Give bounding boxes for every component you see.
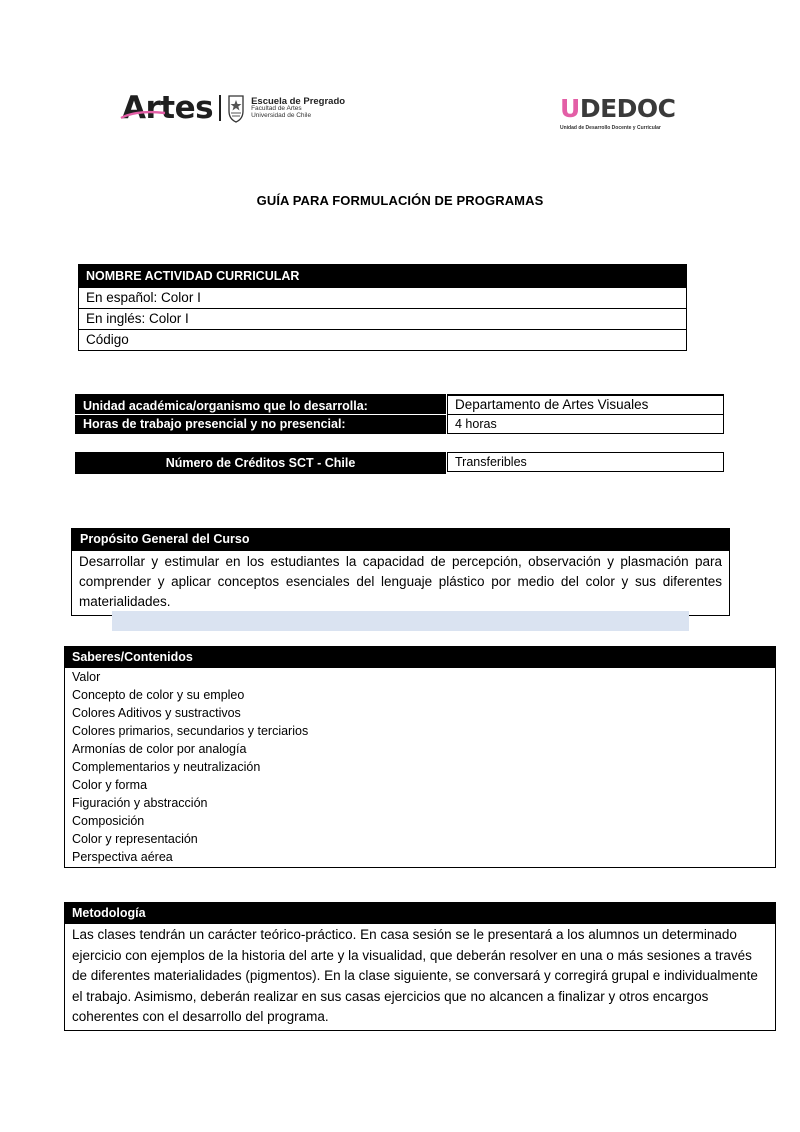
creditos-value: Transferibles [447,452,724,472]
saberes-item: Valor [72,670,101,684]
saberes-item: Color y representación [72,832,198,846]
artes-divider [219,95,221,121]
udedoc-subtitle: Unidad de Desarrollo Docente y Curricular [560,125,661,131]
saberes-item: Colores primarios, secundarios y terciarios [72,724,309,738]
saberes-item: Complementarios y neutralización [72,760,261,774]
horas-value: 4 horas [447,414,724,434]
artes-institution-text [251,97,345,120]
metodologia-section [64,902,776,1031]
nombre-ingles-row: En inglés: Color I [79,308,686,329]
saberes-list [65,667,775,867]
artes-wordmark: Artes [122,90,214,126]
proposito-text: Desarrollar y estimular en los estudiantes la capacidad de percepción, observación y plasmación para comprender y aplicar conceptos esenciales del lenguaje plástico por medio del color y sus diferentes materialidades. [72,550,729,615]
horas-label: Horas de trabajo presencial y no presencial: [75,415,446,434]
nombre-actividad-heading: NOMBRE ACTIVIDAD CURRICULAR [79,265,686,287]
saberes-section [64,646,776,868]
codigo-row: Código [79,329,686,350]
nombre-espanol-row: En español: Color I [79,287,686,308]
udedoc-wordmark-u: U [560,94,580,123]
nombre-actividad-table [78,264,687,351]
artes-logo [122,86,345,130]
metodologia-text: Las clases tendrán un carácter teórico-práctico. En casa sesión se le presentará a los alumnos un determinado ejercicio con ejemplos de la historia del arte y la visualidad, que deberán resolver en una o más sesiones a través de diferentes materialidades (pigmentos). En la clase siguiente, se conversará y corregirá grupal e individualmente el trabajo. Asimismo, deberán realizar en sus casas ejercicios que no alcancen a finalizar y otros encargos coherentes con el desarrollo del programa. [65,923,775,1030]
unidad-value: Departamento de Artes Visuales [447,394,724,415]
udedoc-wordmark-rest: DEDOC [579,94,676,123]
decorative-band [112,611,689,631]
saberes-item: Figuración y abstracción [72,796,208,810]
metodologia-heading: Metodología [65,903,775,923]
udedoc-wordmark [560,94,676,123]
saberes-item: Colores Aditivos y sustractivos [72,706,241,720]
saberes-item: Perspectiva aérea [72,850,173,864]
saberes-item: Concepto de color y su empleo [72,688,245,702]
artes-line-1: Escuela de Pregrado [251,95,346,107]
page-title: GUÍA PARA FORMULACIÓN DE PROGRAMAS [256,193,544,208]
saberes-heading: Saberes/Contenidos [65,647,775,667]
creditos-label: Número de Créditos SCT - Chile [75,452,446,474]
saberes-item: Composición [72,814,145,828]
artes-line-2: Facultad de Artes [251,105,302,113]
saberes-item: Color y forma [72,778,148,792]
proposito-heading: Propósito General del Curso [72,529,729,550]
artes-swoosh-icon [120,110,166,120]
artes-line-3: Universidad de Chile [251,111,312,119]
udedoc-logo [560,94,676,131]
unidad-label: Unidad académica/organismo que lo desarrolla: [75,394,446,414]
saberes-item: Armonías de color por analogía [72,742,247,756]
university-seal-icon [227,93,245,123]
proposito-section [71,528,730,616]
